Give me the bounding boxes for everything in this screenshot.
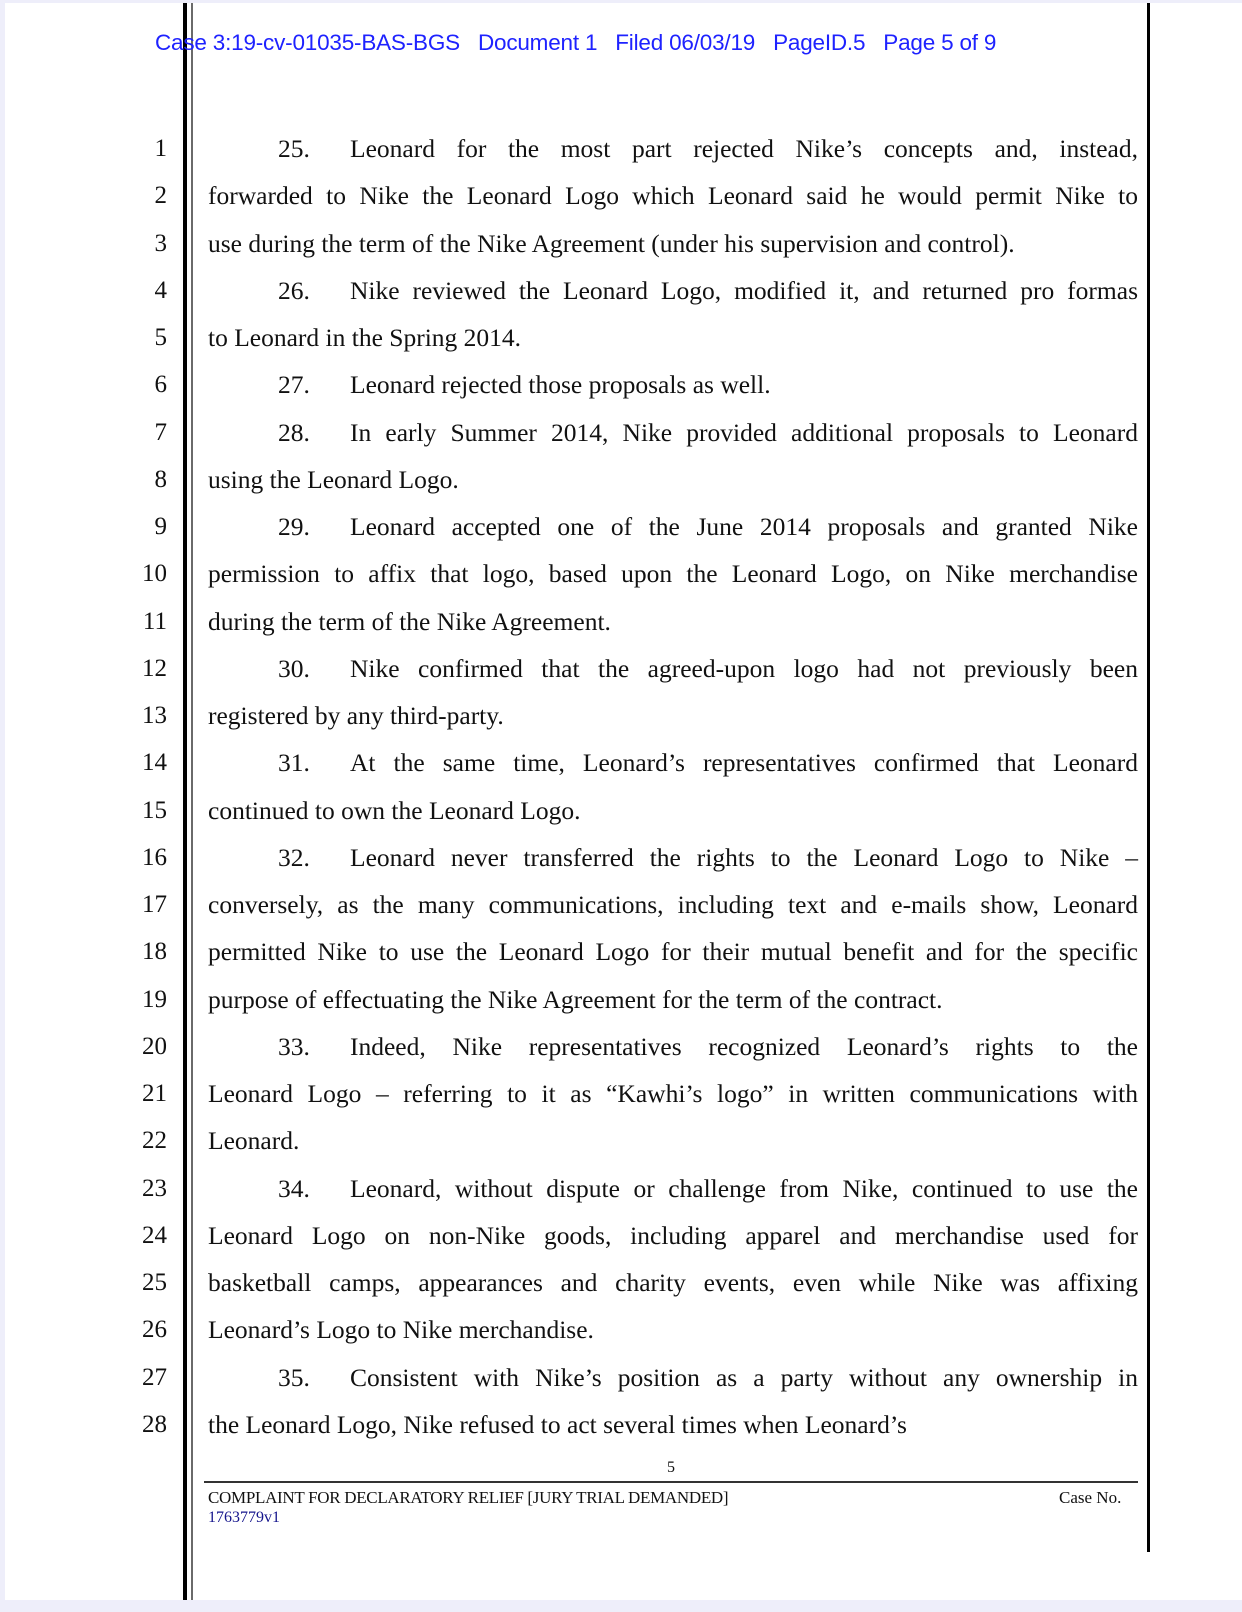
line-text: basketball camps, appearances and charity events, even while Nike was affixing <box>208 1268 1138 1297</box>
paragraph-number: 33. <box>278 1031 310 1061</box>
line-number: 9 <box>154 513 167 540</box>
case-number: Case 3:19-cv-01035-BAS-BGS <box>155 30 460 55</box>
line-number: 4 <box>154 276 167 304</box>
footer-doc-id: 1763779v1 <box>208 1509 280 1526</box>
paragraph-number: 31. <box>278 748 310 778</box>
paragraph-first-line <box>278 654 1138 684</box>
line-text: Nike confirmed that the agreed-upon logo had not previously been <box>350 653 1138 683</box>
line-text: permission to affix that logo, based upon the Leonard Logo, on Nike merchandise <box>208 559 1138 589</box>
line-number: 26 <box>142 1316 167 1344</box>
line-text: Leonard. <box>208 1126 300 1156</box>
line-text: Leonard, without dispute or challenge from Nike, continued to use the <box>350 1173 1138 1203</box>
line-number: 17 <box>142 891 167 918</box>
line-number: 1 <box>154 135 167 162</box>
line-number: 18 <box>142 938 167 966</box>
line-text: In early Summer 2014, Nike provided additional proposals to Leonard <box>350 417 1138 447</box>
line-number: 6 <box>154 371 167 399</box>
line-number: 16 <box>142 843 167 871</box>
line-number: 11 <box>142 607 167 635</box>
paragraph-number: 27. <box>278 370 310 400</box>
paragraph-first-line <box>278 1032 1138 1062</box>
line-number: 13 <box>142 702 167 729</box>
paragraph-line <box>208 1315 1138 1345</box>
footer-divider <box>204 1481 1138 1483</box>
line-number: 27 <box>142 1363 167 1391</box>
line-number: 25 <box>142 1269 167 1296</box>
line-number: 15 <box>142 796 167 824</box>
line-text: to Leonard in the Spring 2014. <box>208 323 522 352</box>
left-margin-rule-thin <box>191 3 193 1600</box>
line-text: Leonard never transferred the rights to the Leonard Logo to Nike – <box>350 842 1138 872</box>
line-text: Indeed, Nike representatives recognized Leonard’s rights to the <box>350 1031 1138 1061</box>
filed-date: Filed 06/03/19 <box>615 30 756 55</box>
paragraph-line <box>208 1126 1138 1156</box>
paragraph-number: 34. <box>278 1173 310 1203</box>
paragraph-first-line <box>278 843 1138 873</box>
line-number: 22 <box>142 1127 167 1155</box>
paragraph-number: 30. <box>278 653 310 683</box>
paragraph-line <box>208 985 1138 1015</box>
paragraph-line <box>208 890 1138 920</box>
paragraph-number: 29. <box>278 512 310 541</box>
paragraph-line <box>208 181 1138 211</box>
paragraph-line <box>208 323 1138 353</box>
line-text: the Leonard Logo, Nike refused to act several times when Leonard’s <box>208 1409 907 1439</box>
line-text: continued to own the Leonard Logo. <box>208 795 581 825</box>
line-number: 14 <box>142 749 167 777</box>
paragraph-line <box>208 1410 1138 1440</box>
court-filing-header <box>155 30 1014 56</box>
line-number: 24 <box>142 1221 167 1249</box>
paragraph-first-line <box>278 370 1138 400</box>
document-page <box>5 3 1242 1600</box>
right-margin-rule <box>1147 3 1150 1552</box>
paragraph-first-line <box>278 1174 1138 1204</box>
line-text: use during the term of the Nike Agreement (under his supervision and control). <box>208 228 1015 258</box>
paragraph-line <box>208 1221 1138 1251</box>
paragraph-line <box>208 607 1138 637</box>
line-text: At the same time, Leonard’s representatives confirmed that Leonard <box>350 748 1138 778</box>
line-text: using the Leonard Logo. <box>208 464 459 494</box>
paragraph-line <box>208 937 1138 967</box>
line-number: 20 <box>142 1032 167 1060</box>
paragraph-line <box>208 465 1138 495</box>
paragraph-first-line <box>278 748 1138 778</box>
footer-title: COMPLAINT FOR DECLARATORY RELIEF [JURY TRIAL DEMANDED] <box>208 1488 729 1507</box>
line-text: Leonard for the most part rejected Nike’s concepts and, instead, <box>350 134 1138 163</box>
line-text: registered by any third-party. <box>208 701 504 730</box>
line-number: 12 <box>142 654 167 682</box>
line-text: Leonard Logo on non-Nike goods, including apparel and merchandise used for <box>208 1220 1138 1250</box>
line-text: Leonard Logo – referring to it as “Kawhi’s logo” in written communications with <box>208 1079 1138 1108</box>
paragraph-first-line <box>278 512 1138 542</box>
line-text: forwarded to Nike the Leonard Logo which Leonard said he would permit Nike to <box>208 181 1138 211</box>
paragraph-line <box>208 559 1138 589</box>
page-number: 5 <box>667 1459 675 1476</box>
paragraph-line <box>208 701 1138 731</box>
paragraph-first-line <box>278 134 1138 164</box>
line-text: during the term of the Nike Agreement. <box>208 606 611 636</box>
page-id: PageID.5 <box>773 30 866 55</box>
paragraph-number: 32. <box>278 842 310 872</box>
paragraph-number: 35. <box>278 1362 310 1392</box>
page-count: Page 5 of 9 <box>883 30 997 55</box>
paragraph-line <box>208 1268 1138 1298</box>
line-number: 3 <box>154 229 167 257</box>
line-text: permitted Nike to use the Leonard Logo for their mutual benefit and for the specific <box>208 937 1138 967</box>
footer-case-no: Case No. <box>1059 1488 1122 1507</box>
line-number: 28 <box>142 1410 167 1438</box>
paragraph-line <box>208 229 1138 259</box>
line-text: conversely, as the many communications, including text and e-mails show, Leonard <box>208 890 1138 919</box>
line-number: 19 <box>142 985 167 1013</box>
paragraph-number: 28. <box>278 417 310 447</box>
line-text: Consistent with Nike’s position as a party without any ownership in <box>350 1362 1138 1392</box>
line-text: Leonard rejected those proposals as well. <box>350 370 771 400</box>
paragraph-first-line <box>278 1363 1138 1393</box>
line-text: Leonard’s Logo to Nike merchandise. <box>208 1315 594 1345</box>
paragraph-first-line <box>278 418 1138 448</box>
line-number: 2 <box>154 182 167 210</box>
line-number: 23 <box>142 1174 167 1202</box>
line-number: 8 <box>154 465 167 493</box>
line-number: 5 <box>154 324 167 351</box>
line-text: Nike reviewed the Leonard Logo, modified it, and returned pro formas <box>350 275 1138 305</box>
paragraph-number: 26. <box>278 275 310 305</box>
paragraph-first-line <box>278 276 1138 306</box>
line-number: 7 <box>154 418 167 446</box>
line-number: 10 <box>142 560 167 588</box>
left-margin-rule-thick <box>183 3 187 1600</box>
line-text: purpose of effectuating the Nike Agreement for the term of the contract. <box>208 984 943 1014</box>
document-number: Document 1 <box>477 30 598 55</box>
line-text: Leonard accepted one of the June 2014 proposals and granted Nike <box>350 512 1138 541</box>
paragraph-line <box>208 796 1138 826</box>
line-number: 21 <box>142 1080 167 1107</box>
paragraph-line <box>208 1079 1138 1109</box>
paragraph-number: 25. <box>278 134 310 163</box>
